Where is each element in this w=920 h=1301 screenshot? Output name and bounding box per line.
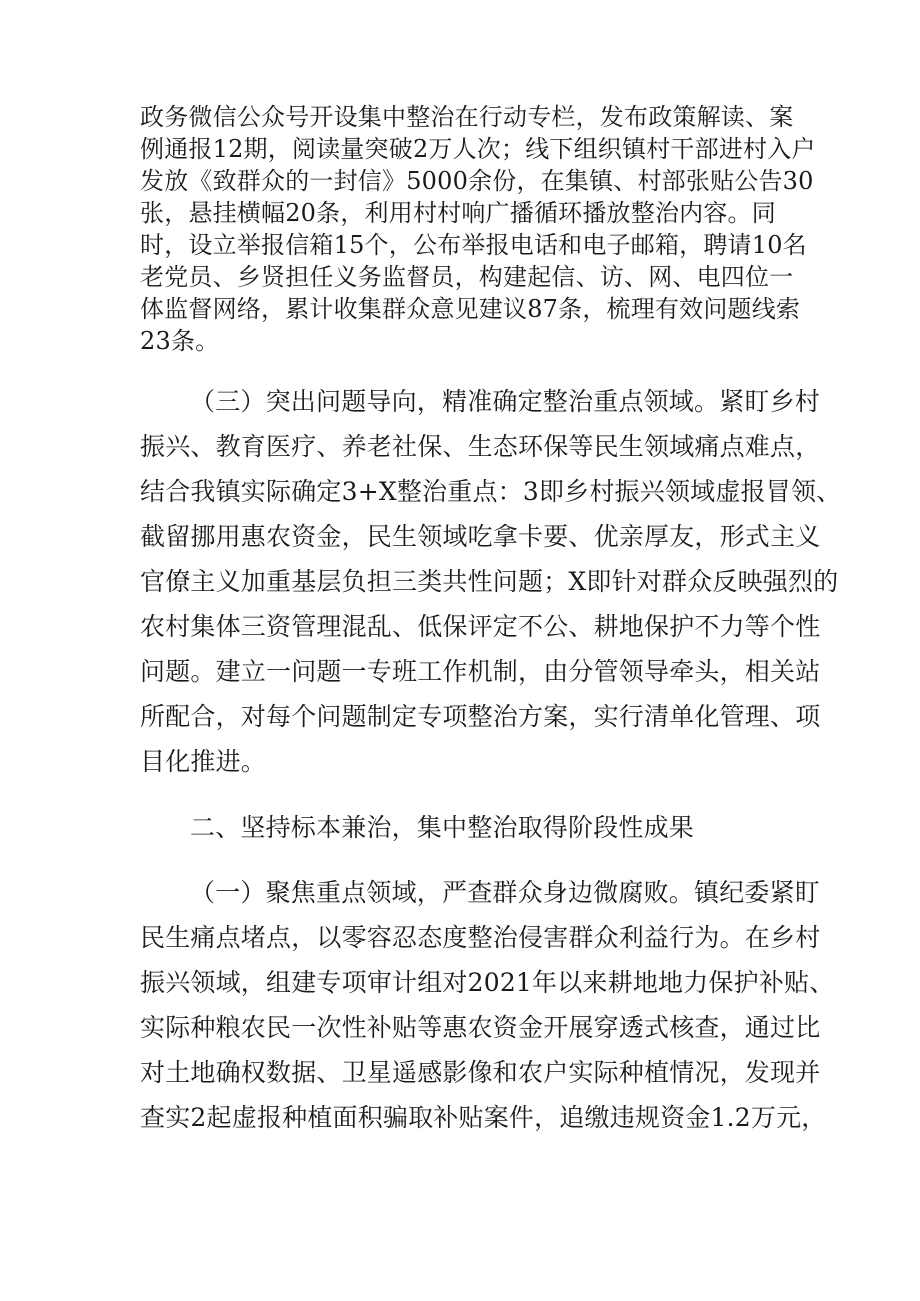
text-line: 所配合，对每个问题制定专项整治方案，实行清单化管理、项 [140,702,821,731]
text-line: 截留挪用惠农资金，民生领域吃拿卡要、优亲厚友，形式主义 [140,522,821,551]
text-line: 老党员、乡贤担任义务监督员，构建起信、访、网、电四位一 [140,263,794,291]
text-line: 问题。建立一问题一专班工作机制，由分管领导牵头，相关站 [140,657,821,686]
text-line: 振兴领域，组建专项审计组对2021年以来耕地地力保护补贴、 [140,968,835,997]
text-line: 例通报12期，阅读量突破2万人次；线下组织镇村干部进村入户 [140,135,816,163]
text-line: 实际种粮农民一次性补贴等惠农资金开展穿透式核查，通过比 [140,1013,821,1042]
text-line: 政务微信公众号开设集中整治在行动专栏，发布政策解读、案 [140,103,794,131]
text-line: 23条。 [140,327,220,355]
text-line: 时，设立举报信箱15个，公布举报电话和电子邮箱，聘请10名 [140,231,807,259]
text-line: 对土地确权数据、卫星遥感影像和农户实际种植情况，发现并 [140,1058,821,1087]
text-line: 结合我镇实际确定3+X整治重点：3即乡村振兴领域虚报冒领、 [140,477,842,506]
text-line: 发放《致群众的一封信》5000余份，在集镇、村部张贴公告30 [140,167,814,195]
text-line: 振兴、教育医疗、养老社保、生态环保等民生领域痛点难点， [140,432,821,461]
section-heading: 二、坚持标本兼治，集中整治取得阶段性成果 [190,813,695,842]
text-line: 查实2起虚报种植面积骗取补贴案件，追缴违规资金1.2万元， [140,1103,827,1132]
text-line: 官僚主义加重基层负担三类共性问题；X即针对群众反映强烈的 [140,567,839,596]
text-line: 目化推进。 [140,747,267,776]
text-line: （一）聚焦重点领域，严查群众身边微腐败。镇纪委紧盯 [190,878,821,907]
text-line: （三）突出问题导向，精准确定整治重点领域。紧盯乡村 [190,387,821,416]
text-line: 农村集体三资管理混乱、低保评定不公、耕地保护不力等个性 [140,612,821,641]
text-line: 体监督网络，累计收集群众意见建议87条，梳理有效问题线索 [140,295,801,323]
text-line: 民生痛点堵点，以零容忍态度整治侵害群众利益行为。在乡村 [140,923,821,952]
text-line: 张，悬挂横幅20条，利用村村响广播循环播放整治内容。同 [140,199,776,227]
